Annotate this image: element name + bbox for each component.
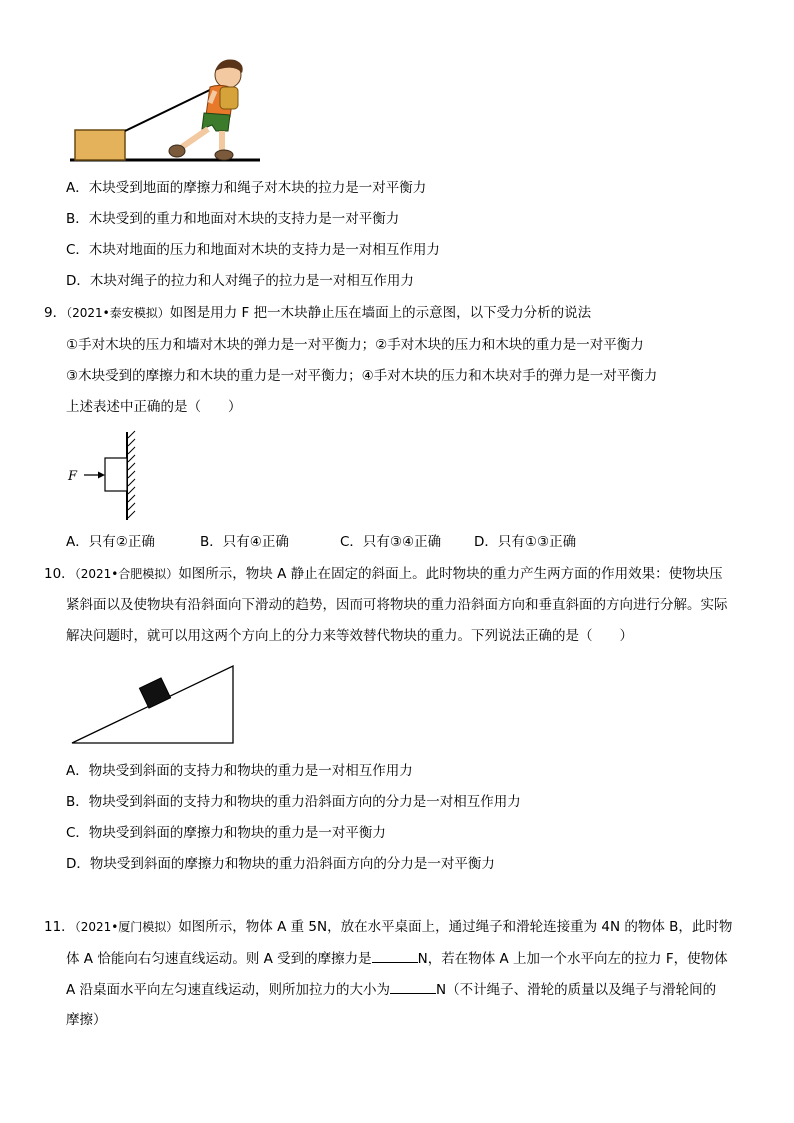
q10-option-c: C．物块受到斜面的摩擦力和物块的重力是一对平衡力 xyxy=(66,825,386,841)
q11-text-3a: A 沿桌面水平向左匀速直线运动，则所加拉力的大小为 xyxy=(66,982,391,998)
q8-option-a: A．木块受到地面的摩擦力和绳子对木块的拉力是一对平衡力 xyxy=(66,180,427,196)
q9-source: （2021•泰安模拟） xyxy=(66,306,170,320)
q9-option-a: A．只有②正确 xyxy=(66,534,155,550)
q10-number: 10． xyxy=(44,566,75,582)
q11-line-1 xyxy=(44,917,732,937)
q11-line-4: 摩擦） xyxy=(66,1012,107,1028)
q11-line-2 xyxy=(66,948,728,969)
q9-option-b: B．只有④正确 xyxy=(200,534,289,550)
q10-text-1: 如图所示，物块 A 静止在固定的斜面上。此时物块的重力产生两方面的作用效果：使物块压 xyxy=(178,566,723,582)
boy-pulling-block-figure xyxy=(70,55,260,165)
q11-text-2a: 体 A 恰能向右匀速直线运动。则 A 受到的摩擦力是 xyxy=(66,951,372,967)
q9-statement-2: ③木块受到的摩擦力和木块的重力是一对平衡力；④手对木块的压力和木块对手的弹力是一对平衡力 xyxy=(66,368,658,384)
q9-option-d: D．只有①③正确 xyxy=(474,534,577,550)
q8-option-d: D．木块对绳子的拉力和人对绳子的拉力是一对相互作用力 xyxy=(66,273,414,289)
q9-stem: 如图是用力 F 把一木块静止压在墙面上的示意图，以下受力分析的说法 xyxy=(169,305,592,321)
q8-option-c: C．木块对地面的压力和地面对木块的支持力是一对相互作用力 xyxy=(66,242,440,258)
q11-source: （2021•厦门模拟） xyxy=(74,920,179,934)
q11-line-3 xyxy=(66,979,716,1000)
block-on-incline-figure xyxy=(68,660,238,748)
q9-statement-1: ①手对木块的压力和墙对木块的弹力是一对平衡力；②手对木块的压力和木块的重力是一对平衡力 xyxy=(66,337,644,353)
q9-option-c: C．只有③④正确 xyxy=(340,534,442,550)
q8-option-b: B．木块受到的重力和地面对木块的支持力是一对平衡力 xyxy=(66,211,400,227)
q11-blank-2[interactable] xyxy=(390,979,436,994)
block-on-wall-figure xyxy=(62,428,147,523)
q11-number: 11． xyxy=(44,919,75,935)
force-f-label: F xyxy=(68,469,78,484)
q10-option-d: D．物块受到斜面的摩擦力和物块的重力沿斜面方向的分力是一对平衡力 xyxy=(66,856,495,872)
q9-stem-line xyxy=(44,303,591,323)
q10-line-2: 紧斜面以及使物块有沿斜面向下滑动的趋势，因而可将物块的重力沿斜面方向和垂直斜面的方向进行分解。实际 xyxy=(66,597,728,613)
q9-question: 上述表述中正确的是（ ） xyxy=(66,399,242,415)
q11-text-2b: N，若在物体 A 上加一个水平向左的拉力 F，使物体 xyxy=(417,951,728,967)
q9-number: 9． xyxy=(44,305,67,321)
q10-line-3: 解决问题时，就可以用这两个方向上的分力来等效替代物块的重力。下列说法正确的是（ ） xyxy=(66,628,633,644)
q11-blank-1[interactable] xyxy=(372,948,418,963)
q10-source: （2021•合肥模拟） xyxy=(74,567,179,581)
q11-text-1: 如图所示，物体 A 重 5N，放在水平桌面上，通过绳子和滑轮连接重为 4N 的物体 B，此时物 xyxy=(178,919,733,935)
q10-option-b: B．物块受到斜面的支持力和物块的重力沿斜面方向的分力是一对相互作用力 xyxy=(66,794,521,810)
q10-option-a: A．物块受到斜面的支持力和物块的重力是一对相互作用力 xyxy=(66,763,413,779)
q10-line-1 xyxy=(44,564,723,584)
q11-text-3b: N（不计绳子、滑轮的质量以及绳子与滑轮间的 xyxy=(436,982,717,998)
